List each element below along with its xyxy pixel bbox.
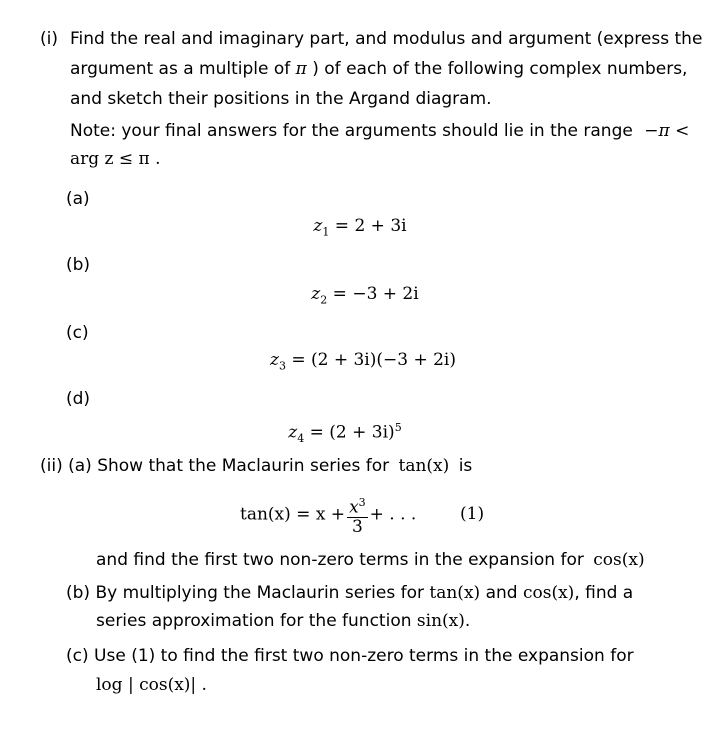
part-ii-b-text-2: series approximation for the function (96, 611, 412, 631)
series-fraction (347, 494, 368, 536)
fraction-denominator: 3 (351, 516, 363, 537)
z4-rhs: = (2 + 3i) (309, 422, 395, 443)
fraction-numerator: x (349, 497, 359, 518)
fraction-numerator-exp: 3 (358, 496, 366, 509)
b-text-1b: , find a (574, 583, 634, 603)
part-ii-c-label: (c) (66, 646, 89, 666)
part-ii-b-line-1 (66, 582, 633, 604)
tan-fn: tan(x) (398, 456, 450, 476)
part-ii-a-text: Show that the Maclaurin series for (97, 456, 390, 476)
b-cos-fn: cos(x) (522, 583, 575, 603)
part-ii-b-text-1: By multiplying the Maclaurin series for (95, 583, 424, 603)
z4-var: z (288, 422, 298, 443)
equation-z2 (30, 282, 700, 312)
note-range-end: −π < (644, 121, 690, 141)
cos-fn: cos(x) (593, 550, 645, 570)
equation-z4 (10, 416, 680, 451)
b-and: and (485, 583, 518, 603)
z2-rhs: = −3 + 2i (332, 284, 419, 304)
z2-var: z (311, 284, 321, 304)
pi-symbol: π (295, 59, 307, 79)
part-ii-c-line-2: log | cos(x)| . (96, 675, 207, 695)
equation-z1 (25, 214, 695, 244)
part-ii-a-cont (96, 549, 645, 571)
series-lhs: tan(x) = x + (240, 504, 346, 525)
part-ii-c-line-1 (66, 645, 634, 667)
equation-number: (1) (460, 504, 485, 524)
series-equation (240, 494, 416, 536)
note-line-1 (70, 120, 689, 142)
b-tan-fn: tan(x) (429, 583, 481, 603)
item-d-label: (d) (66, 389, 91, 409)
b-sin-fn: sin(x) (416, 611, 465, 631)
note-line-2: arg z ≤ π . (70, 149, 161, 169)
part-i-line-3: and sketch their positions in the Argand diagram. (70, 89, 492, 109)
z4-sub: 4 (297, 432, 305, 446)
is-word: is (458, 456, 473, 476)
b-text-2b: . (464, 611, 471, 631)
part-i-line-1: Find the real and imaginary part, and modulus and argument (express the (70, 29, 702, 49)
part-ii-a-cont-text: and find the first two non-zero terms in the expansion for (96, 550, 584, 570)
equation-z3 (28, 348, 698, 378)
part-i-line-2 (70, 58, 687, 80)
note-text: Note: your final answers for the arguments should lie in the range (70, 121, 633, 141)
part-ii-a-label: (a) (68, 456, 92, 476)
part-i-line-2b: ) of each of the following complex numbers, (312, 59, 688, 79)
part-i-label: (i) (40, 29, 58, 49)
z4-exp: 5 (394, 421, 402, 434)
item-c-label: (c) (66, 323, 89, 343)
part-i-line-2a: argument as a multiple of (70, 59, 291, 79)
z1-sub: 1 (322, 225, 330, 239)
item-a-label: (a) (66, 189, 90, 209)
part-ii-a-line (40, 455, 472, 477)
part-ii-label: (ii) (40, 456, 63, 476)
item-b-label: (b) (66, 255, 91, 275)
series-tail: + . . . (369, 504, 417, 525)
z1-var: z (313, 216, 323, 236)
z3-sub: 3 (278, 359, 286, 373)
part-ii-b-label: (b) (66, 583, 91, 603)
part-ii-c-text: Use (1) to find the first two non-zero terms in the expansion for (94, 646, 634, 666)
z2-sub: 2 (320, 293, 328, 307)
z3-rhs: = (2 + 3i)(−3 + 2i) (291, 350, 457, 370)
z1-rhs: = 2 + 3i (334, 216, 407, 236)
z3-var: z (269, 350, 279, 370)
part-ii-b-line-2 (96, 610, 470, 632)
